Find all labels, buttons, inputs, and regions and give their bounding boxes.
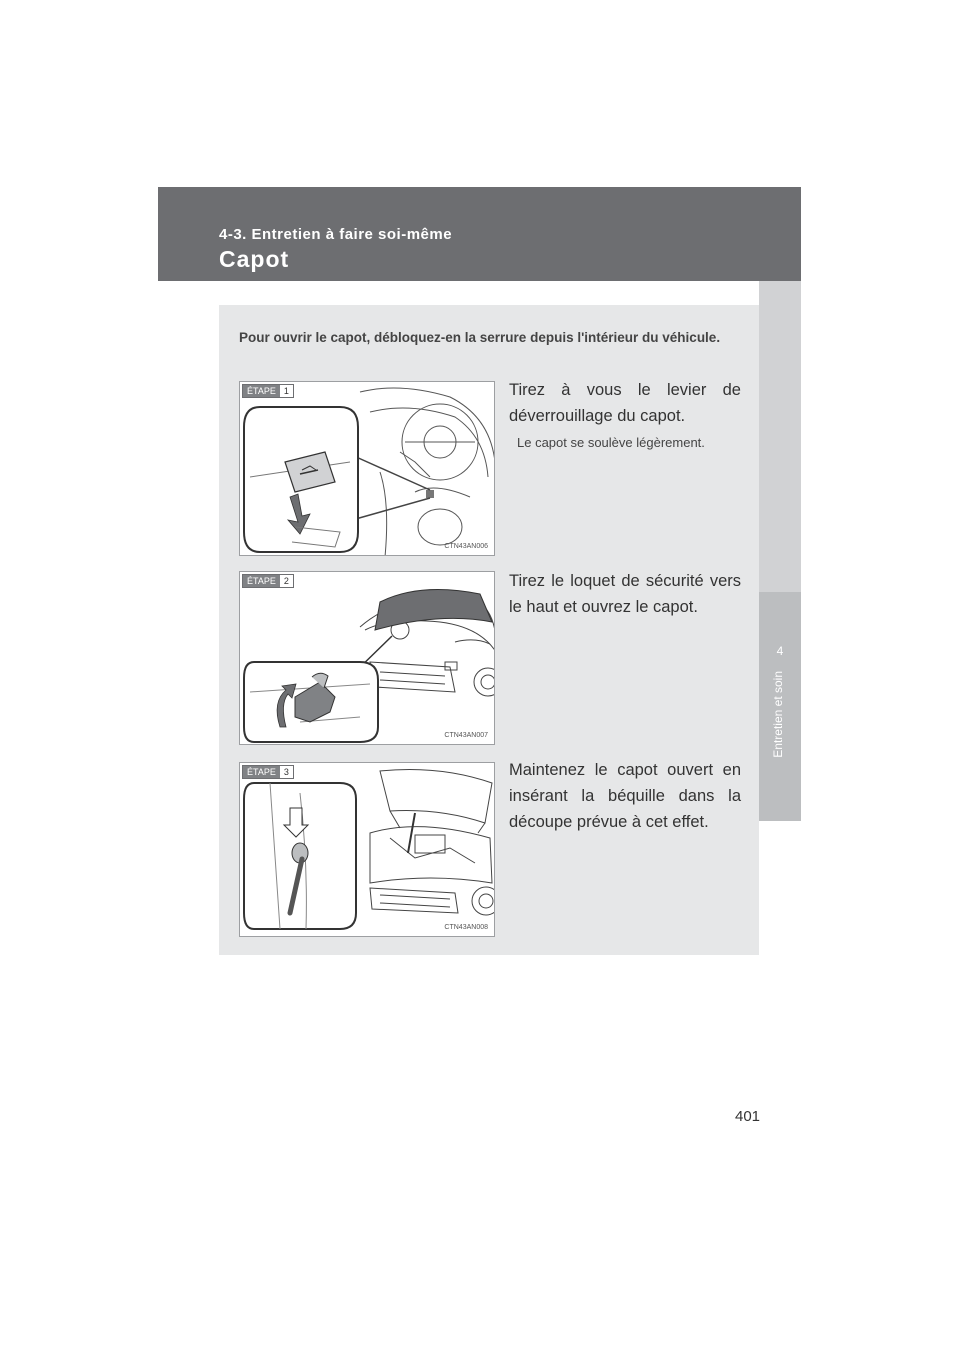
page-title: Capot [219,246,290,272]
step-1-badge-label: ÉTAPE [243,385,280,397]
step-3-badge [242,765,294,779]
side-tab-label: Entretien et soin [771,671,785,758]
chapter-header [158,187,801,281]
hood-release-lever-illustration [240,382,495,556]
step-2-text: Tirez le loquet de sécurité vers le haut et ouvrez le capot. [509,572,741,616]
step-1-figure-code: CTN43AN006 [444,543,488,550]
step-1-text: Tirez à vous le levier de déverrouillage du capot. [509,381,741,425]
intro-text: Pour ouvrir le capot, débloquez-en la serrure depuis l'intérieur du véhicule. [239,330,721,345]
step-2-badge-label: ÉTAPE [243,575,280,587]
step-3-badge-label: ÉTAPE [243,766,280,778]
step-2-badge [242,574,294,588]
content-panel [219,305,759,955]
side-tab-number: 4 [776,644,784,658]
step-2-figure [239,571,495,745]
step-1-badge-number: 1 [280,385,293,397]
step-1-note: Le capot se soulève légèrement. [517,435,705,450]
step-3-text: Maintenez le capot ouvert en insérant la béquille dans la découpe prévue à cet effet. [509,761,741,831]
step-2-figure-code: CTN43AN007 [444,732,488,739]
step-1-figure [239,381,495,556]
chapter-side-tab [759,281,801,821]
step-3-figure [239,762,495,937]
hood-support-rod-illustration [240,763,495,937]
safety-catch-illustration [240,572,495,745]
side-tab-label-wrapper [771,671,789,791]
section-label: 4-3. Entretien à faire soi-même [219,226,453,243]
page-number: 401 [735,1108,761,1125]
step-1-badge [242,384,294,398]
step-3-figure-code: CTN43AN008 [444,924,488,931]
step-3-badge-number: 3 [280,766,293,778]
step-2-badge-number: 2 [280,575,293,587]
